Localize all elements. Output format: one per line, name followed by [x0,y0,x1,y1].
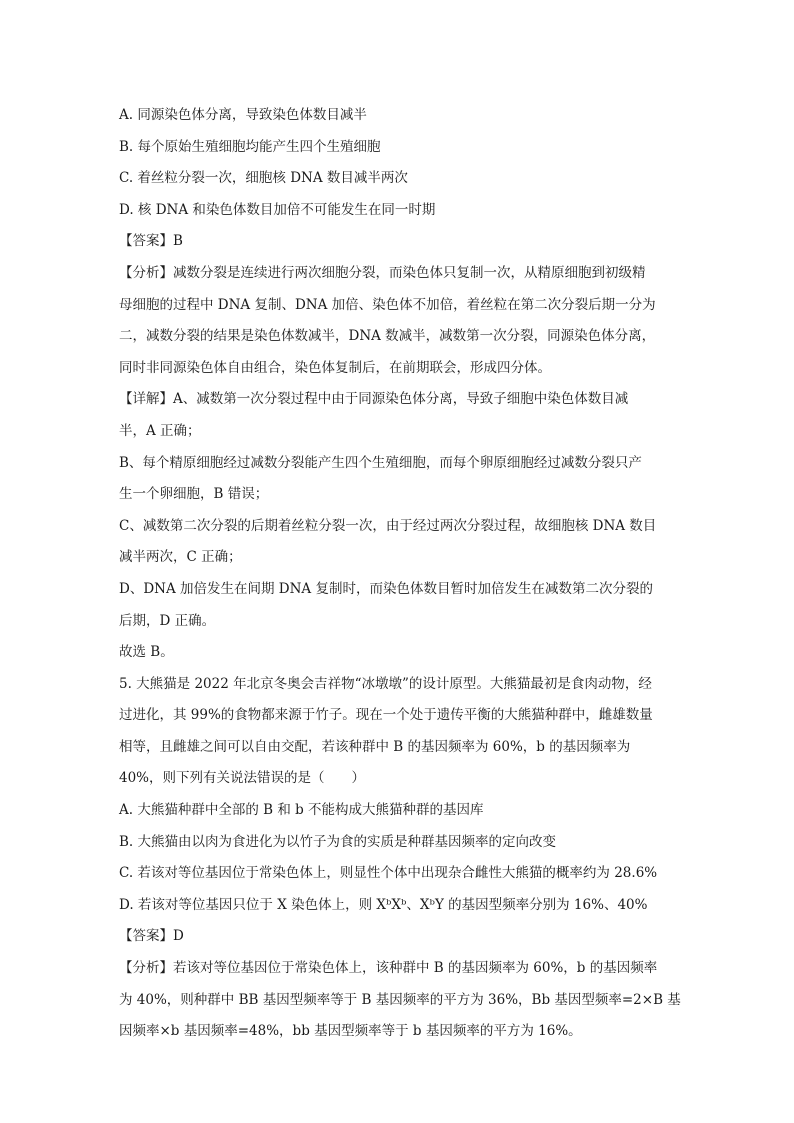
option-c: C. 若该对等位基因位于常染色体上，则显性个体中出现杂合雌性大熊猫的概率约为 28.6% [119,865,658,882]
detail-line: D、DNA 加倍发生在间期 DNA 复制时，而染色体数目暂时加倍发生在减数第二次分裂的 [119,580,653,597]
analysis-line: 因频率×b 基因频率=48%，bb 基因型频率等于 b 基因频率的平方为 16%。 [119,1023,582,1040]
question-5-stem: 40%，则下列有关说法错误的是（ ） [119,770,366,787]
option-b: B. 每个原始生殖细胞均能产生四个生殖细胞 [119,138,381,155]
option-d: D. 核 DNA 和染色体数目加倍不可能发生在同一时期 [119,201,436,218]
analysis-line: 同时非同源染色体自由组合，染色体复制后，在前期联会，形成四分体。 [119,359,551,376]
option-b: B. 大熊猫由以肉为食进化为以竹子为食的实质是种群基因频率的定向改变 [119,833,557,850]
detail-line: 减半两次，C 正确； [119,549,242,566]
conclusion-line: 故选 B。 [119,644,174,661]
answer-line: 【答案】B [119,233,183,250]
analysis-line: 二，减数分裂的结果是染色体数减半，DNA 数减半，减数第一次分裂，同源染色体分离， [119,328,656,345]
option-c: C. 着丝粒分裂一次，细胞核 DNA 数目减半两次 [119,170,408,187]
option-a: A. 同源染色体分离，导致染色体数目减半 [119,107,367,123]
detail-line: 半，A 正确； [119,422,201,439]
detail-line: B、每个精原细胞经过减数分裂能产生四个生殖细胞，而每个卵原细胞经过减数分裂只产 [119,454,642,471]
detail-line: C、减数第二次分裂的后期着丝粒分裂一次，由于经过两次分裂过程，故细胞核 DNA 数目 [119,517,657,534]
detail-line: 后期，D 正确。 [119,612,216,629]
option-a: A. 大熊猫种群中全部的 B 和 b 不能构成大熊猫种群的基因库 [119,802,484,819]
analysis-line: 【分析】减数分裂是连续进行两次细胞分裂，而染色体只复制一次，从精原细胞到初级精 [119,264,646,281]
question-5-stem: 5. 大熊猫是 2022 年北京冬奥会吉祥物“冰墩墩”的设计原型。大熊猫最初是食肉动物，经 [119,675,652,692]
detail-line: 生一个卵细胞，B 错误； [119,486,269,503]
question-5-stem: 过进化，其 99%的食物都来源于竹子。现在一个处于遗传平衡的大熊猫种群中，雌雄数量 [119,707,653,724]
analysis-line: 【分析】若该对等位基因位于常染色体上，该种群中 B 的基因频率为 60%，b 的基因频率 [119,960,658,977]
document-body [119,100,679,1048]
analysis-line: 母细胞的过程中 DNA 复制、DNA 加倍、染色体不加倍，着丝粒在第二次分裂后期一分为 [119,296,656,313]
analysis-line: 为 40%，则种群中 BB 基因型频率等于 B 基因频率的平方为 36%，Bb 基因型频率=2×B 基 [119,991,681,1008]
detail-line: 【详解】A、减数第一次分裂过程中由于同源染色体分离，导致子细胞中染色体数目减 [119,391,629,408]
answer-line: 【答案】D [119,928,184,945]
question-5-stem: 相等，且雌雄之间可以自由交配，若该种群中 B 的基因频率为 60%，b 的基因频率为 [119,738,631,755]
option-d: D. 若该对等位基因只位于 X 染色体上，则 XᵇXᵇ、XᵇY 的基因型频率分别为 16%、40% [119,896,648,913]
